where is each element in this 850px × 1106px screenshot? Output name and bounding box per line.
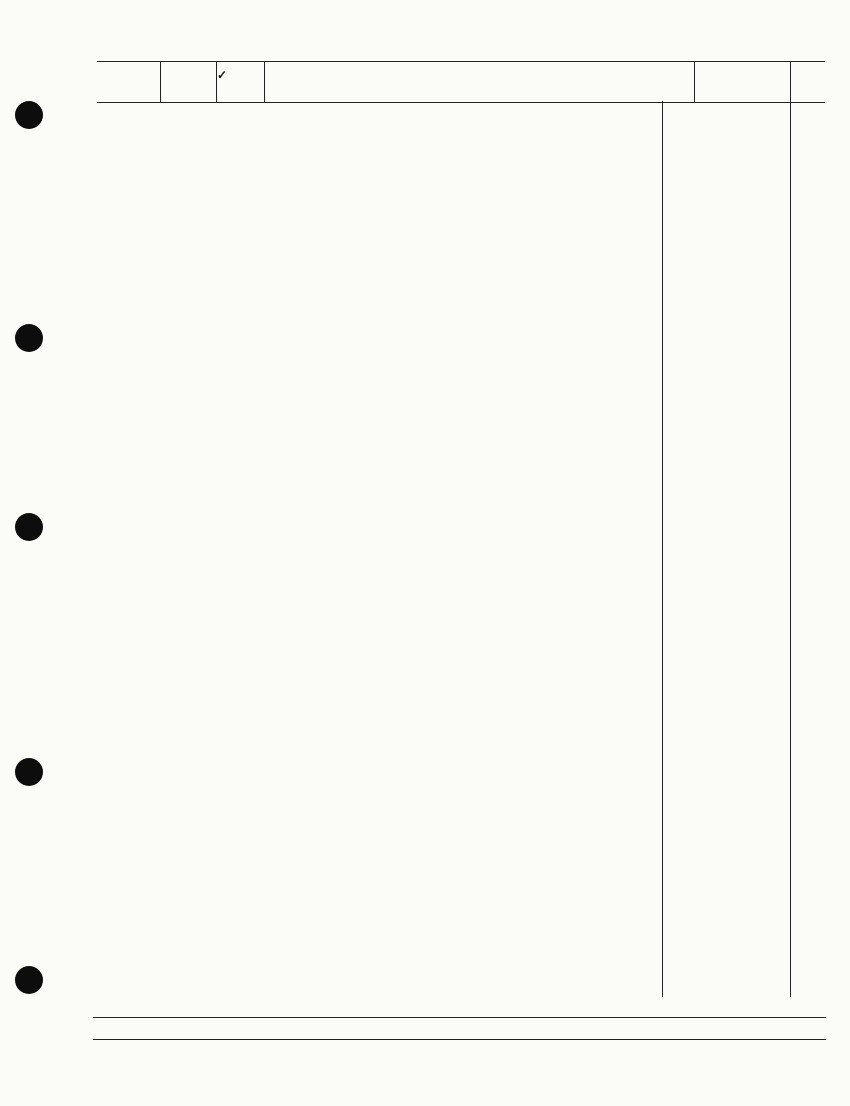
binder-hole [15,758,43,786]
divider [216,62,217,102]
divider [790,62,791,102]
col-description-header [267,73,687,113]
models-column-rule [662,101,663,997]
divider [160,62,161,102]
divider [264,62,265,102]
per-car-column-rule [790,101,791,997]
check-mark-icon: ✓ [217,68,228,82]
divider [694,62,695,102]
bottom-rule [93,1039,826,1040]
binder-hole [15,966,43,994]
col-models-header [697,75,779,115]
column-header [97,61,825,103]
col-part-header [163,68,213,108]
col-illust-header [105,68,159,108]
col-per-car-header [791,68,825,108]
bottom-rule [93,1017,826,1018]
binder-hole [15,324,43,352]
binder-hole [15,101,43,129]
binder-hole [15,513,43,541]
col-change-header [217,64,267,104]
